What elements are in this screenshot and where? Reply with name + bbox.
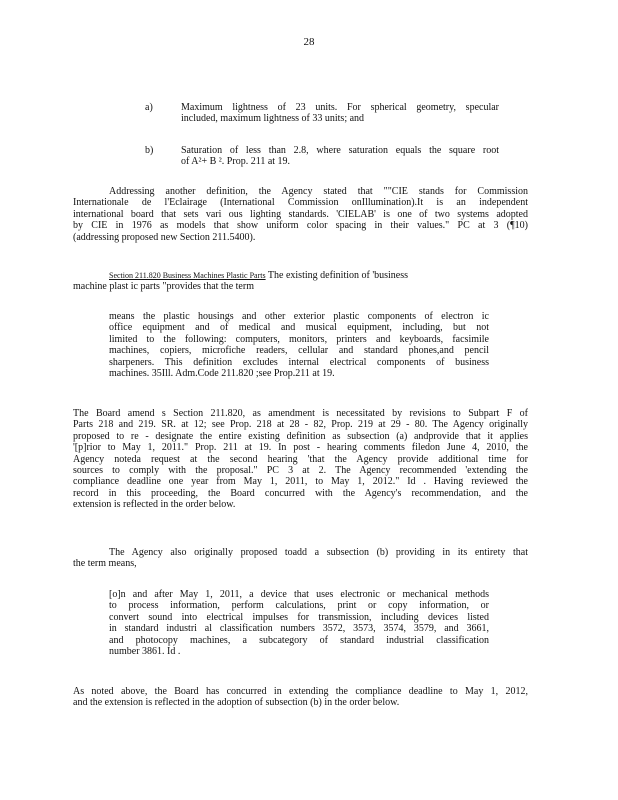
paragraph-agency-subsection bbox=[73, 547, 528, 570]
text-line: sources to comply with the proposal." PC 3 at 2. The Agency recommended 'extending the bbox=[73, 465, 528, 477]
text-line: means the plastic housings and other exterior plastic components of electron ic bbox=[109, 311, 489, 322]
page-number: 28 bbox=[303, 36, 315, 48]
list-marker-b: b) bbox=[145, 145, 154, 156]
text-line: '[p]rior to May 1, 2011." Prop. 211 at 19. In post - hearing comments filedon June 4, 2010, the bbox=[73, 442, 528, 454]
text-line: compliance deadline one year from May 1, 2011, to May 1, 2012." Id . Having reviewed the bbox=[73, 476, 528, 488]
text-line: the term means, bbox=[73, 558, 137, 570]
paragraph-as-noted bbox=[73, 686, 528, 709]
text-line: and the extension is reflected in the adoption of subsection (b) in the order below. bbox=[73, 697, 400, 709]
text-line: to process information, perform calculations, print or copy information, or bbox=[109, 600, 489, 612]
section-heading-211-820 bbox=[73, 270, 528, 293]
text-line: office equipment and of medical and musical equipment, including, but not bbox=[109, 322, 489, 334]
text-line: convert sound into electrical impulses for transmission, including devices listed bbox=[109, 611, 489, 623]
text-line: of A²+ B ². Prop. 211 at 19. bbox=[181, 156, 291, 168]
text-line: number 3861. Id . bbox=[109, 646, 181, 658]
list-marker-a: a) bbox=[145, 102, 153, 113]
text-line: by CIE in 1976 as models that show uniform color spacing in their values." PC at 3 (¶10) bbox=[73, 220, 528, 232]
text-line: The Board amend s Section 211.820, as amendment is necessitated by revisions to Subpart F of bbox=[73, 408, 528, 419]
text-line: Saturation of less than 2.8, where saturation equals the square root bbox=[181, 145, 499, 156]
text-line: included, maximum lightness of 33 units; and bbox=[181, 113, 365, 125]
text-line: Addressing another definition, the Agency stated that ""CIE stands for Commission bbox=[109, 186, 528, 197]
text-line: Maximum lightness of 23 units. For spherical geometry, specular bbox=[181, 102, 499, 113]
text-line: extension is reflected in the order below. bbox=[73, 499, 236, 511]
text-line: Parts 218 and 219. SR. at 12; see Prop. 218 at 28 - 82, Prop. 219 at 29 - 80. The Agency originally bbox=[73, 419, 528, 431]
text-line: and photocopy machines, a subcategory of standard industrial classification bbox=[109, 634, 489, 646]
text-line: [o]n and after May 1, 2011, a device that uses electronic or mechanical methods bbox=[109, 589, 489, 600]
text-line: machines, copiers, microfiche readers, cellular and standard phones,and pencil bbox=[109, 345, 489, 357]
blockquote-business-machine-definition bbox=[109, 311, 489, 379]
text-line: limited to the following: computers, monitors, printers and keyboards, facsimile bbox=[109, 333, 489, 345]
list-item-a bbox=[181, 102, 499, 125]
list-item-b bbox=[181, 145, 499, 168]
text-line: in standard industri al classification numbers 3572, 3573, 3574, 3579, and 3661, bbox=[109, 623, 489, 635]
section-heading-rest: The existing definition of 'business bbox=[265, 270, 409, 281]
text-line: The Agency also originally proposed toadd a subsection (b) providing in its entirety that bbox=[109, 547, 528, 558]
text-line: machines. 35Ill. Adm.Code 211.820 ;see Prop.211 at 19. bbox=[109, 368, 335, 380]
text-line: record in this proceeding, the Board concurred with the Agency's recommendation, and the bbox=[73, 487, 528, 499]
paragraph-board-amendment bbox=[73, 408, 528, 511]
text-line: international board that sets vari ous lighting standards. 'CIELAB' is one of two systems adopted bbox=[73, 208, 528, 220]
text-line: As noted above, the Board has concurred in extending the compliance deadline to May 1, 2012, bbox=[73, 686, 528, 697]
text-line: Internationale de l'Eclairage (International Commission onIllumination).It is an independent bbox=[73, 197, 528, 209]
text-line: machine plast ic parts "provides that the term bbox=[73, 281, 254, 293]
section-label: Section 211.820 Business Machines Plastic Parts bbox=[109, 271, 266, 280]
paragraph-cie-definition bbox=[73, 186, 528, 243]
text-line: (addressing proposed new Section 211.5400). bbox=[73, 231, 256, 243]
blockquote-device-definition bbox=[109, 589, 489, 657]
text-line: sharpeners. This definition excludes internal electrical components of business bbox=[109, 356, 489, 368]
text-line: proposed to re - designate the entire existing definition as subsection (a) andprovide that it applies bbox=[73, 430, 528, 442]
text-line bbox=[73, 270, 528, 281]
text-line: Agency noteda request at the second hearing 'that the Agency provide additional time for bbox=[73, 453, 528, 465]
